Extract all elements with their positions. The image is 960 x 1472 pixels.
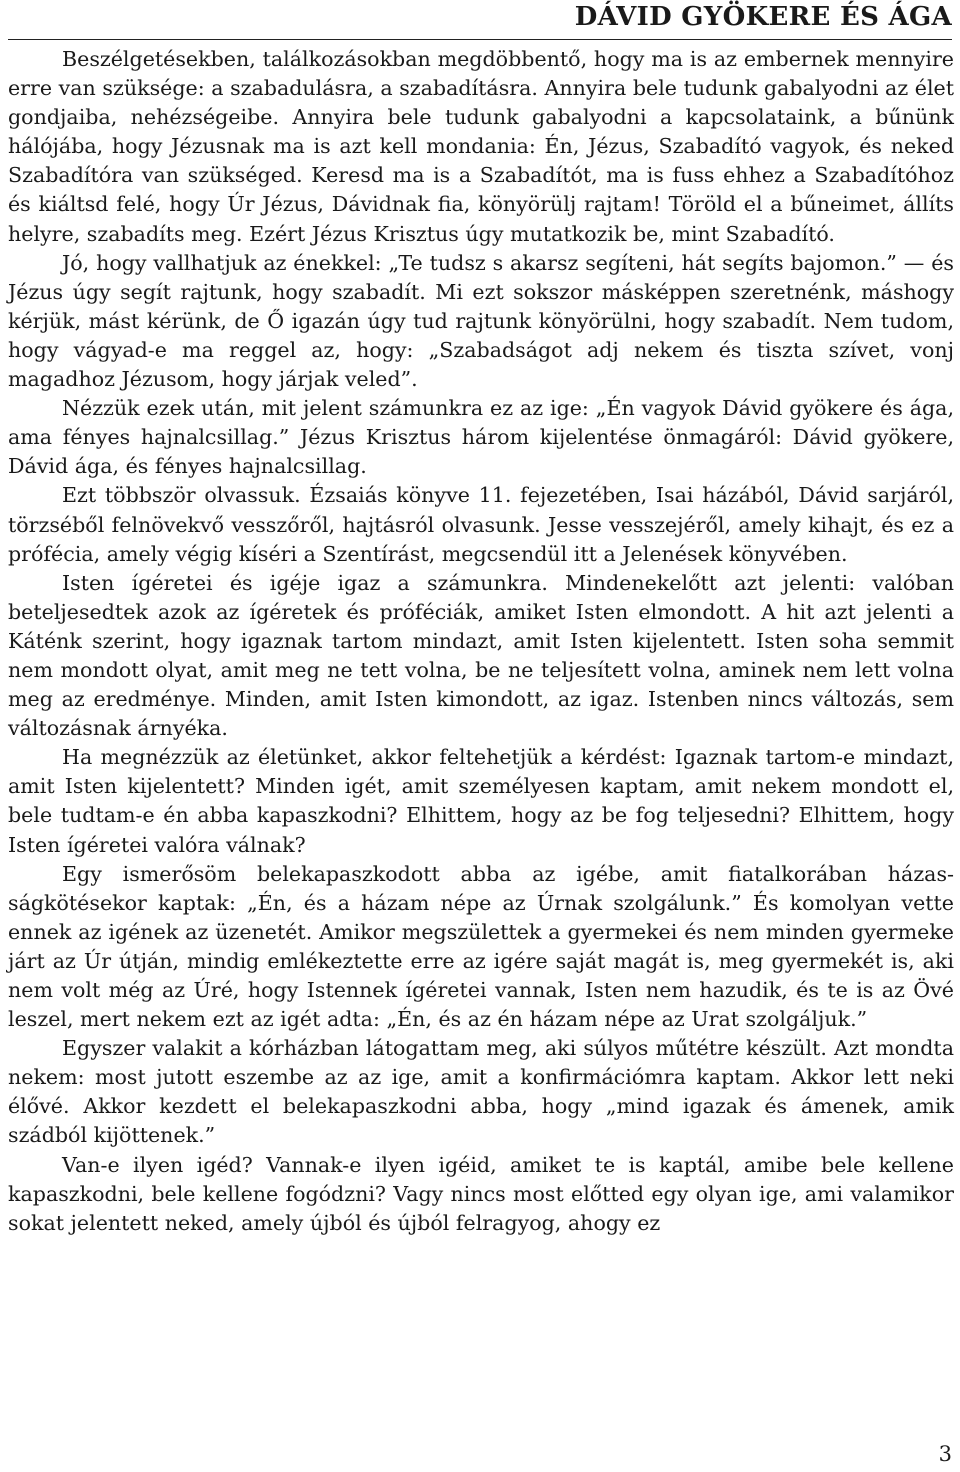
paragraph: Jó, hogy vallhatjuk az énekkel: „Te tudsz s akarsz segíteni, hát segíts bajomon.” — és Jézus úgy segít rajtunk, hogy szabadít. Mi ezt sokszor másképpen szeretnénk, máshogy kérjük, mást kérünk, de Ő igazán úgy tud rajtunk könyörülni, hogy szabadít. Nem tudom, hogy vágyad-e ma reggel az, hogy: „Szabadságot adj nekem és tiszta szívet, vonj magadhoz Jézusom, hogy járjak veled”. <box>8 250 954 392</box>
body-text <box>8 45 954 1238</box>
paragraph: Ezt többször olvassuk. Ézsaiás könyve 11. fejezetében, Isai házából, Dávid sarjáról, törzséből felnövekvő vesszőről, hajtásról olvasunk. Jesse vesszejéről, amely kihajt, és ez a prófécia, amely végig kíséri a Szentírást, megcsendül itt a Jelenések könyvében. <box>8 483 954 566</box>
paragraph: Nézzük ezek után, mit jelent számunkra ez az ige: „Én vagyok Dávid gyökere és ága, ama fényes hajnalcsillag.” Jézus Krisztus három kijelentése önmagáról: Dávid gyökere, Dávid ága, és fényes hajnalcsillag. <box>8 396 954 479</box>
header-rule <box>8 39 952 40</box>
paragraph: Ha megnézzük az életünket, akkor feltehetjük a kérdést: Igaznak tartom-e mindazt, amit Isten kijelentett? Minden igét, amit személyesen kaptam, amit nekem mondott el, bele tudtam-e én abba kapaszkodni? Elhittem, hogy az be fog teljesedni? Elhittem, hogy Isten ígéretei valóra válnak? <box>8 745 954 857</box>
paragraph: Egy ismerősöm belekapaszkodott abba az igébe, amit fiatalkorában házasságkötésekor kaptak: „Én, és a házam népe az Úrnak szolgálunk.” És komolyan vette ennek az igének az üzenetét. Amikor megszülettek a gyermekei és nem minden gyermeke járt az Úr útján, mindig emlékeztette erre az igére saját magát is, meg gyermekét is, aki nem volt még az Úré, hogy Istennek ígéretei vannak, Isten nem hazudik, és te is az Övé leszel, mert nekem ezt az igét adta: „Én, és az én házam népe az Urat szolgáljuk.” <box>8 861 954 1032</box>
paragraph: Van-e ilyen igéd? Vannak-e ilyen igéid, amiket te is kaptál, amibe bele kellene kapaszkodni, bele kellene fogódzni? Vagy nincs most előtted egy olyan ige, ami valamikor sokat jelentett neked, amely újból és újból felragyog, ahogy ez <box>8 1152 954 1235</box>
paragraph: Isten ígéretei és igéje igaz a számunkra. Mindenekelőtt azt jelenti: valóban beteljesedtek azok az ígéretek és próféciák, amiket Isten elmondott. A hit azt jelenti a Káténk szerint, hogy igaznak tartom mindazt, amit Isten kijelentett. Isten soha semmit nem mondott olyat, amit meg ne tett volna, be ne teljesített volna, aminek nem lett volna meg az eredménye. Minden, amit Isten kimondott, az igaz. Istenben nincs változás, sem változásnak árnyéka. <box>8 570 954 741</box>
running-title: DÁVID GYÖKERE ÉS ÁGA <box>574 2 952 32</box>
paragraph: Beszélgetésekben, találkozásokban megdöbbentő, hogy ma is az embernek mennyire erre van szüksége: a szabadulásra, a szabadításra. Annyira bele tudunk gabalyodni az élet gondjaiba, nehézségeibe. Annyira bele tudunk gabalyodni a kapcsolataink, a bűnünk hálójába, hogy Jézusnak ma is azt kell mondania: Én, Jézus, Szabadító vagyok, és neked Szabadítóra van szükséged. Keresd ma is a Szabadítót, ma is fuss ehhez a Szabadítóhoz és kiáltsd felé, hogy Úr Jézus, Dávidnak fia, könyörülj rajtam! Töröld el a bűneimet, állíts helyre, szabadíts meg. Ezért Jézus Krisztus úgy mutatkozik be, mint Szabadító. <box>8 47 954 246</box>
page-number: 3 <box>938 1442 952 1466</box>
paragraph: Egyszer valakit a kórházban látogattam meg, aki súlyos műtétre készült. Azt mondta nekem: most jutott eszembe az az ige, amit a konfirmációmra kaptam. Akkor lett neki élővé. Akkor kezdett el belekapaszkodni abba, hogy „mind igazak és ámenek, amik szádból kijöttenek.” <box>8 1036 954 1148</box>
